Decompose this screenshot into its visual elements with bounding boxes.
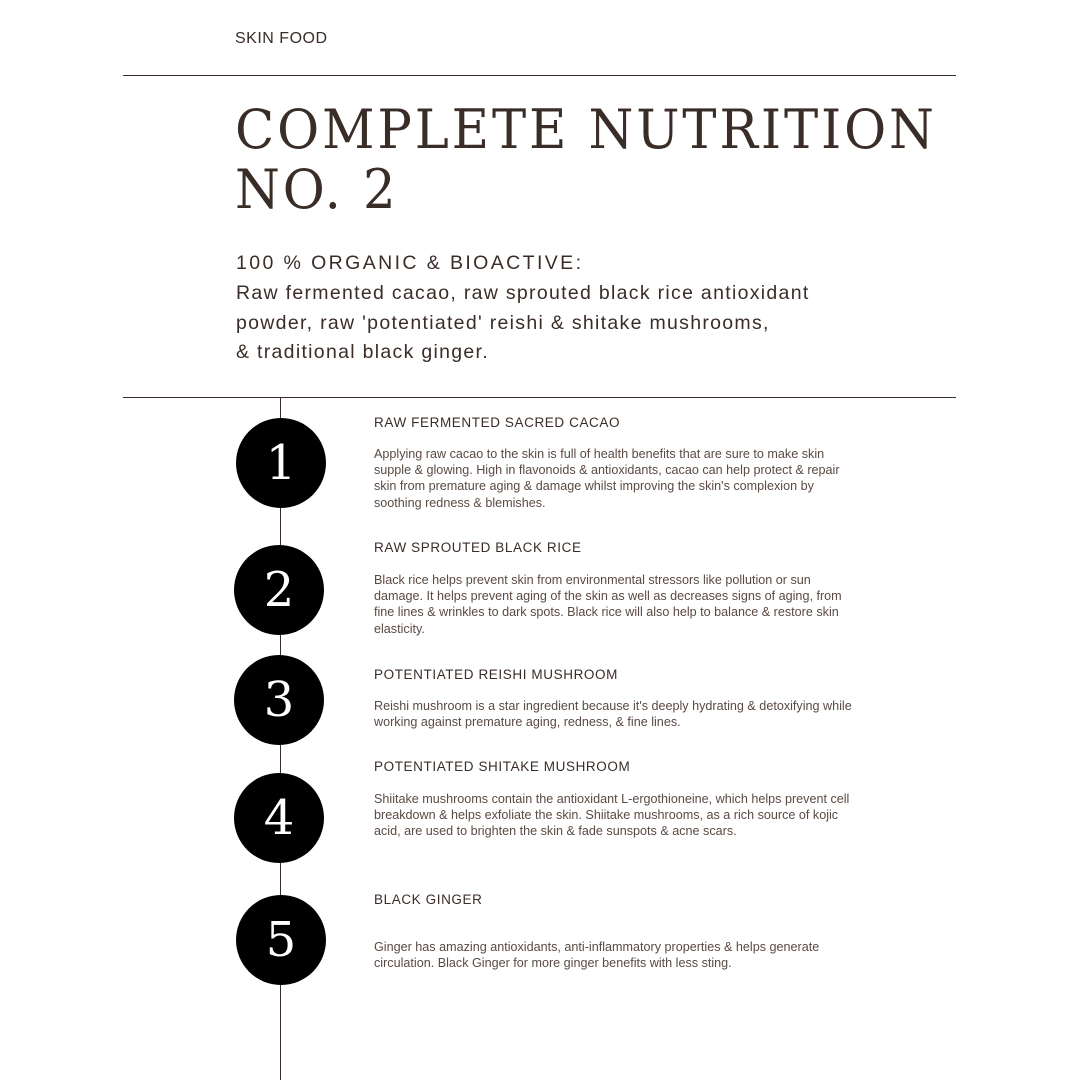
intro-line: & traditional black ginger. xyxy=(236,341,489,363)
step-number: 5 xyxy=(265,912,297,968)
section-divider xyxy=(123,397,956,398)
step-number: 3 xyxy=(263,672,295,728)
intro-line: powder, raw 'potentiated' reishi & shitake mushrooms, xyxy=(236,311,770,334)
intro-line: Raw fermented cacao, raw sprouted black rice antioxidant xyxy=(236,282,810,304)
step-circle-2 xyxy=(234,545,324,635)
step-circle-1 xyxy=(236,418,326,508)
ingredient-title: POTENTIATED REISHI MUSHROOM xyxy=(374,667,618,682)
ingredient-description: Black rice helps prevent skin from environmental stressors like pollution or sun damage. It helps prevent aging of the skin as well as decreases signs of aging, from fine lines & wrinkles to dark spots. Black rice will also help to balance & restore skin elasticity. xyxy=(374,573,842,636)
ingredient-description: Ginger has amazing antioxidants, anti-inflammatory properties & helps generate circulation. Black Ginger for more ginger benefits with less sting. xyxy=(374,940,820,971)
title-line-2: NO. 2 xyxy=(235,158,399,221)
ingredient-description: Shiitake mushrooms contain the antioxidant L-ergothioneine, which helps prevent cell breakdown & helps exfoliate the skin. Shiitake mushrooms, as a rich source of kojic acid, are used to brighten the skin & fade sunspots & acne scars. xyxy=(374,792,850,839)
step-circle-4 xyxy=(234,773,324,863)
ingredient-title: RAW FERMENTED SACRED CACAO xyxy=(374,415,621,430)
ingredient-title: BLACK GINGER xyxy=(374,892,483,907)
subheading: 100 % ORGANIC & BIOACTIVE: xyxy=(236,252,584,274)
brand-name: SKIN FOOD xyxy=(235,30,328,47)
ingredient-title: POTENTIATED SHITAKE MUSHROOM xyxy=(374,759,631,774)
step-number: 1 xyxy=(265,435,297,491)
step-circle-3 xyxy=(234,655,324,745)
ingredient-title: RAW SPROUTED BLACK RICE xyxy=(374,540,582,555)
title-line-1: COMPLETE NUTRITION xyxy=(235,98,937,161)
page-title xyxy=(235,100,937,220)
step-number: 2 xyxy=(263,562,295,618)
ingredient-description: Reishi mushroom is a star ingredient because it's deeply hydrating & detoxifying while working against premature aging, redness, & fine lines. xyxy=(374,699,852,730)
intro-text xyxy=(236,279,936,368)
step-circle-5 xyxy=(236,895,326,985)
top-divider xyxy=(123,75,956,76)
ingredient-description: Applying raw cacao to the skin is full of health benefits that are sure to make skin supple & glowing. High in flavonoids & antioxidants, cacao can help protect & repair skin from premature aging & damage whilst improving the skin's complexion by soothing redness & blemishes. xyxy=(374,447,840,510)
step-number: 4 xyxy=(263,790,295,846)
